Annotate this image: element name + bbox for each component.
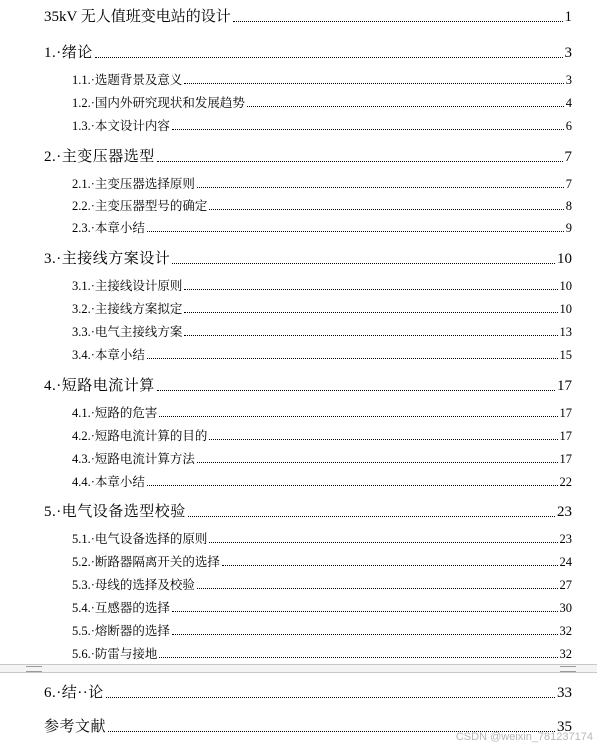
- toc-entry-section[interactable]: [72, 575, 572, 593]
- toc-page: 3: [564, 45, 572, 61]
- dot-leader: [209, 209, 563, 210]
- toc-entry-chapter-6[interactable]: [44, 680, 572, 702]
- toc-entry-section[interactable]: [72, 299, 572, 317]
- toc-label: 3.1.·主接线设计原则: [72, 279, 183, 293]
- toc-entry-section[interactable]: [72, 70, 572, 88]
- toc-page: 3: [565, 73, 572, 87]
- toc-entry-section[interactable]: [72, 403, 572, 421]
- toc-page: 22: [559, 475, 572, 489]
- toc-entry-section[interactable]: [72, 644, 572, 662]
- toc-entry-section[interactable]: [72, 529, 572, 547]
- toc-page: 7: [565, 177, 572, 191]
- toc-page: 15: [559, 348, 572, 362]
- dot-leader: [188, 516, 555, 517]
- dot-leader: [147, 485, 558, 486]
- dot-leader: [172, 611, 558, 612]
- toc-entry-section[interactable]: [72, 449, 572, 467]
- dot-leader: [172, 634, 558, 635]
- dot-leader: [197, 187, 564, 188]
- toc-entry-section[interactable]: [72, 426, 572, 444]
- toc-label: 1.3.·本文设计内容: [72, 119, 170, 133]
- toc-page: 17: [559, 452, 572, 466]
- dot-leader: [209, 439, 557, 440]
- toc-label: 5.3.·母线的选择及校验: [72, 578, 195, 592]
- toc-label: 3.2.·主接线方案拟定: [72, 302, 183, 316]
- dot-leader: [147, 231, 564, 232]
- toc-entry-section[interactable]: [72, 552, 572, 570]
- toc-page: 24: [559, 555, 572, 569]
- dot-leader: [247, 106, 564, 107]
- page-break: [0, 664, 597, 673]
- dot-leader: [157, 390, 555, 391]
- toc-label: 3.·主接线方案设计: [44, 251, 171, 267]
- dot-leader: [106, 697, 555, 698]
- toc-entry-section[interactable]: [72, 472, 572, 490]
- dot-leader: [184, 312, 557, 313]
- toc-entry-section[interactable]: [72, 621, 572, 639]
- toc-label: 35kV 无人值班变电站的设计: [44, 9, 231, 25]
- toc-page: 13: [559, 325, 572, 339]
- toc-label: 2.2.·主变压器型号的确定: [72, 199, 208, 213]
- toc-label: 5.6.·防雷与接地: [72, 647, 158, 661]
- toc-label: 4.1.·短路的危害: [72, 406, 158, 420]
- dot-leader: [159, 657, 557, 658]
- dot-leader: [147, 358, 558, 359]
- toc-page: 1: [564, 9, 572, 25]
- toc-entry-section[interactable]: [72, 174, 572, 192]
- toc-page: 32: [559, 624, 572, 638]
- toc-page: 23: [557, 504, 572, 520]
- toc-entry-chapter-2[interactable]: [44, 144, 572, 166]
- toc-label: 5.2.·断路器隔离开关的选择: [72, 555, 220, 569]
- toc-label: 5.·电气设备选型校验: [44, 504, 186, 520]
- toc-page: 30: [559, 601, 572, 615]
- toc-label: 4.4.·本章小结: [72, 475, 145, 489]
- toc-entry-section[interactable]: [72, 322, 572, 340]
- toc-label: 1.1.·选题背景及意义: [72, 73, 183, 87]
- toc-label: 2.1.·主变压器选择原则: [72, 177, 195, 191]
- toc-page: 33: [557, 685, 572, 701]
- toc-page: 35: [557, 719, 572, 735]
- toc-page: 10: [559, 279, 572, 293]
- toc-label: 3.4.·本章小结: [72, 348, 145, 362]
- toc-entry-chapter-1[interactable]: [44, 40, 572, 62]
- dot-leader: [222, 565, 558, 566]
- toc-page: 9: [565, 221, 572, 235]
- dot-leader: [184, 335, 557, 336]
- toc-label: 5.1.·电气设备选择的原则: [72, 532, 208, 546]
- toc-page: 10: [557, 251, 572, 267]
- dot-leader: [197, 588, 558, 589]
- dot-leader: [197, 462, 558, 463]
- toc-label: 4.3.·短路电流计算方法: [72, 452, 195, 466]
- dot-leader: [184, 289, 557, 290]
- toc-page: 7: [564, 149, 572, 165]
- toc-entry-chapter-4[interactable]: [44, 373, 572, 395]
- dot-leader: [209, 542, 557, 543]
- toc-entry-section[interactable]: [72, 196, 572, 214]
- toc-page: 17: [559, 406, 572, 420]
- toc-entry-chapter-5[interactable]: [44, 499, 572, 521]
- toc-page: 27: [559, 578, 572, 592]
- toc-label: 1.·绪论: [44, 45, 93, 61]
- dot-leader: [172, 263, 555, 264]
- dot-leader: [159, 416, 557, 417]
- toc-label: 4.2.·短路电流计算的目的: [72, 429, 208, 443]
- dot-leader: [184, 83, 563, 84]
- toc-label: 6.·结··论: [44, 685, 104, 701]
- toc-entry-section[interactable]: [72, 93, 572, 111]
- toc-page: 6: [565, 119, 572, 133]
- toc-page: 23: [559, 532, 572, 546]
- toc-label: 4.·短路电流计算: [44, 378, 155, 394]
- toc-entry-section[interactable]: [72, 598, 572, 616]
- toc-label: 2.3.·本章小结: [72, 221, 145, 235]
- toc-entry-section[interactable]: [72, 116, 572, 134]
- toc-page: 10: [559, 302, 572, 316]
- toc-page: 17: [559, 429, 572, 443]
- toc-page: 17: [557, 378, 572, 394]
- toc-label: 1.2.·国内外研究现状和发展趋势: [72, 96, 245, 110]
- page-break-marker-left: [26, 666, 42, 672]
- toc-label: 3.3.·电气主接线方案: [72, 325, 183, 339]
- dot-leader: [157, 161, 563, 162]
- toc-page: 32: [559, 647, 572, 661]
- toc-label: 5.4.·互感器的选择: [72, 601, 170, 615]
- toc-entry-chapter-3[interactable]: [44, 246, 572, 268]
- toc-entry-section[interactable]: [72, 276, 572, 294]
- watermark: CSDN @weixin_781237174: [455, 731, 593, 743]
- toc-entry-title[interactable]: [44, 4, 572, 26]
- dot-leader: [95, 57, 563, 58]
- toc-entry-section[interactable]: [72, 345, 572, 363]
- toc-label: 5.5.·熔断器的选择: [72, 624, 170, 638]
- toc-page: 4: [565, 96, 572, 110]
- toc-label: 2.·主变压器选型: [44, 149, 155, 165]
- toc-page: 8: [565, 199, 572, 213]
- dot-leader: [233, 21, 563, 22]
- dot-leader: [172, 129, 564, 130]
- toc-entry-section[interactable]: [72, 218, 572, 236]
- toc-label: 参考文献: [44, 719, 107, 735]
- page-break-marker-right: [560, 666, 576, 672]
